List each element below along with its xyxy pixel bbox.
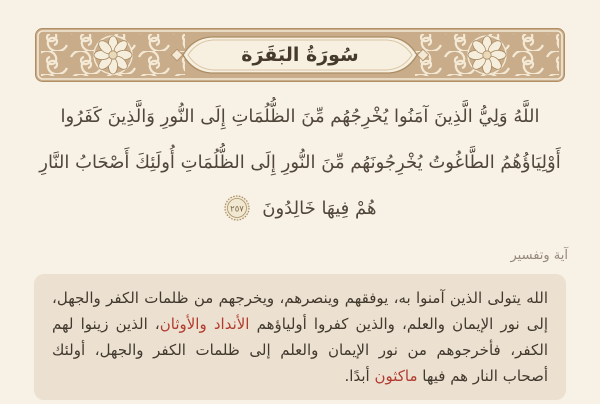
verse-line-3-text: هُمْ فِيهَا خَالِدُونَ xyxy=(262,198,377,219)
verse-number-medallion xyxy=(224,195,250,221)
surah-title: سُورَةُ البَقَرَة xyxy=(241,44,359,66)
verse-line-3 xyxy=(0,186,600,232)
surah-header-band xyxy=(35,28,565,82)
tafsir-segment: ، الذين زينوا لهم الكفر، فأخرجوهم من نور الإيمان والعلم إلى ظلمات الكفر والجهل، أولئك أصحاب النار هم فيها xyxy=(52,315,548,385)
verse-block xyxy=(0,94,600,232)
tafsir-box xyxy=(34,274,566,400)
section-label: آية وتفسير xyxy=(510,248,568,263)
tafsir-segment: ماكثون xyxy=(374,367,418,385)
verse-line-2: أَوْلِيَاؤُهُمُ الطَّاغُوتُ يُخْرِجُونَهُم مِّنَ النُّورِ إِلَى الظُّلُمَاتِ أُولَئِكَ أَصْحَابُ النَّارِ xyxy=(39,152,561,173)
verse-number: ٢٥٧ xyxy=(229,204,244,215)
verse-line-1: اللَّهُ وَلِيُّ الَّذِينَ آمَنُوا يُخْرِجُهُم مِّنَ الظُّلُمَاتِ إِلَى النُّورِ وَالَّذِينَ كَفَرُوا xyxy=(60,106,540,127)
tafsir-segment: أبدًا. xyxy=(344,367,375,385)
tafsir-segment: الله يتولى الذين آمنوا به، يوفقهم وينصرهم، ويخرجهم من ظلمات الكفر والجهل، إلى نور الإيمان والعلم، والذين كفروا أولياؤهم xyxy=(52,289,548,333)
tafsir-segment: الأنداد والأوثان xyxy=(159,315,250,333)
